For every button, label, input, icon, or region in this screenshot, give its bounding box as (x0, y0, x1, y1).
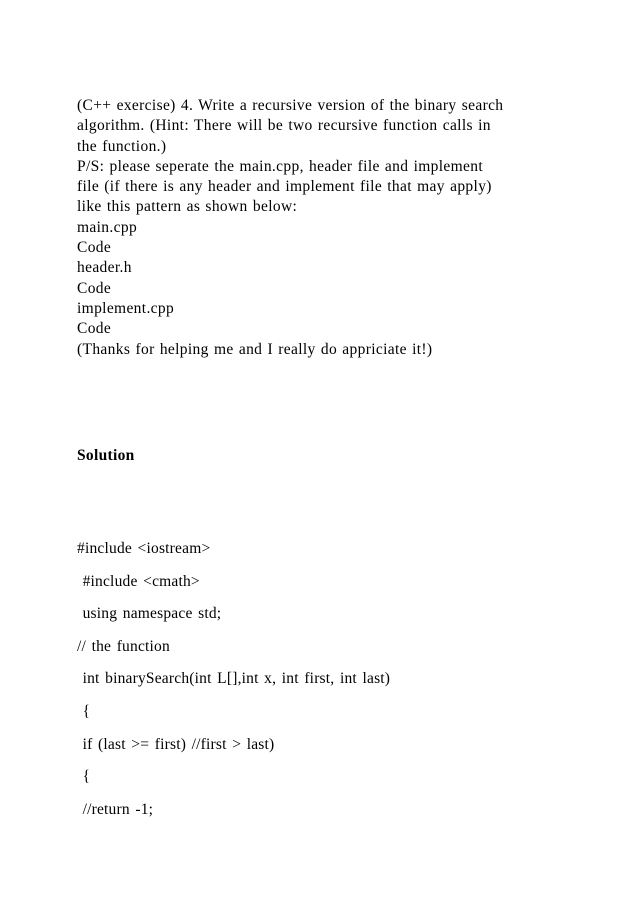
code-line: #include <iostream> (77, 540, 211, 557)
code-line: if (last >= first) //first > last) (77, 735, 275, 753)
question-line: (C++ exercise) 4. Write a recursive version of the binary search (77, 97, 504, 114)
code-line: int binarySearch(int L[],int x, int first, int last) (77, 670, 391, 688)
question-line: like this pattern as shown below: (77, 198, 298, 216)
code-line: // the function (77, 637, 170, 655)
question-line: (Thanks for helping me and I really do appriciate it!) (77, 340, 433, 358)
code-line: { (77, 768, 91, 786)
solution-heading: Solution (77, 447, 135, 464)
question-line: implement.cpp (77, 299, 175, 317)
question-line: Code (77, 239, 112, 257)
question-line: the function.) (77, 137, 167, 155)
question-line: P/S: please seperate the main.cpp, header file and implement (77, 157, 484, 175)
code-line: //return -1; (77, 800, 154, 818)
question-line: Code (77, 279, 112, 297)
code-line: using namespace std; (77, 605, 222, 623)
question-line: algorithm. (Hint: There will be two recursive function calls in (77, 117, 491, 135)
code-line: #include <cmath> (77, 572, 200, 590)
code-listing (77, 539, 577, 832)
code-line: { (77, 702, 91, 720)
question-text (77, 96, 577, 360)
question-line: file (if there is any header and implement file that may apply) (77, 178, 492, 196)
question-line: Code (77, 320, 112, 338)
question-line: header.h (77, 259, 132, 277)
question-line: main.cpp (77, 218, 138, 236)
